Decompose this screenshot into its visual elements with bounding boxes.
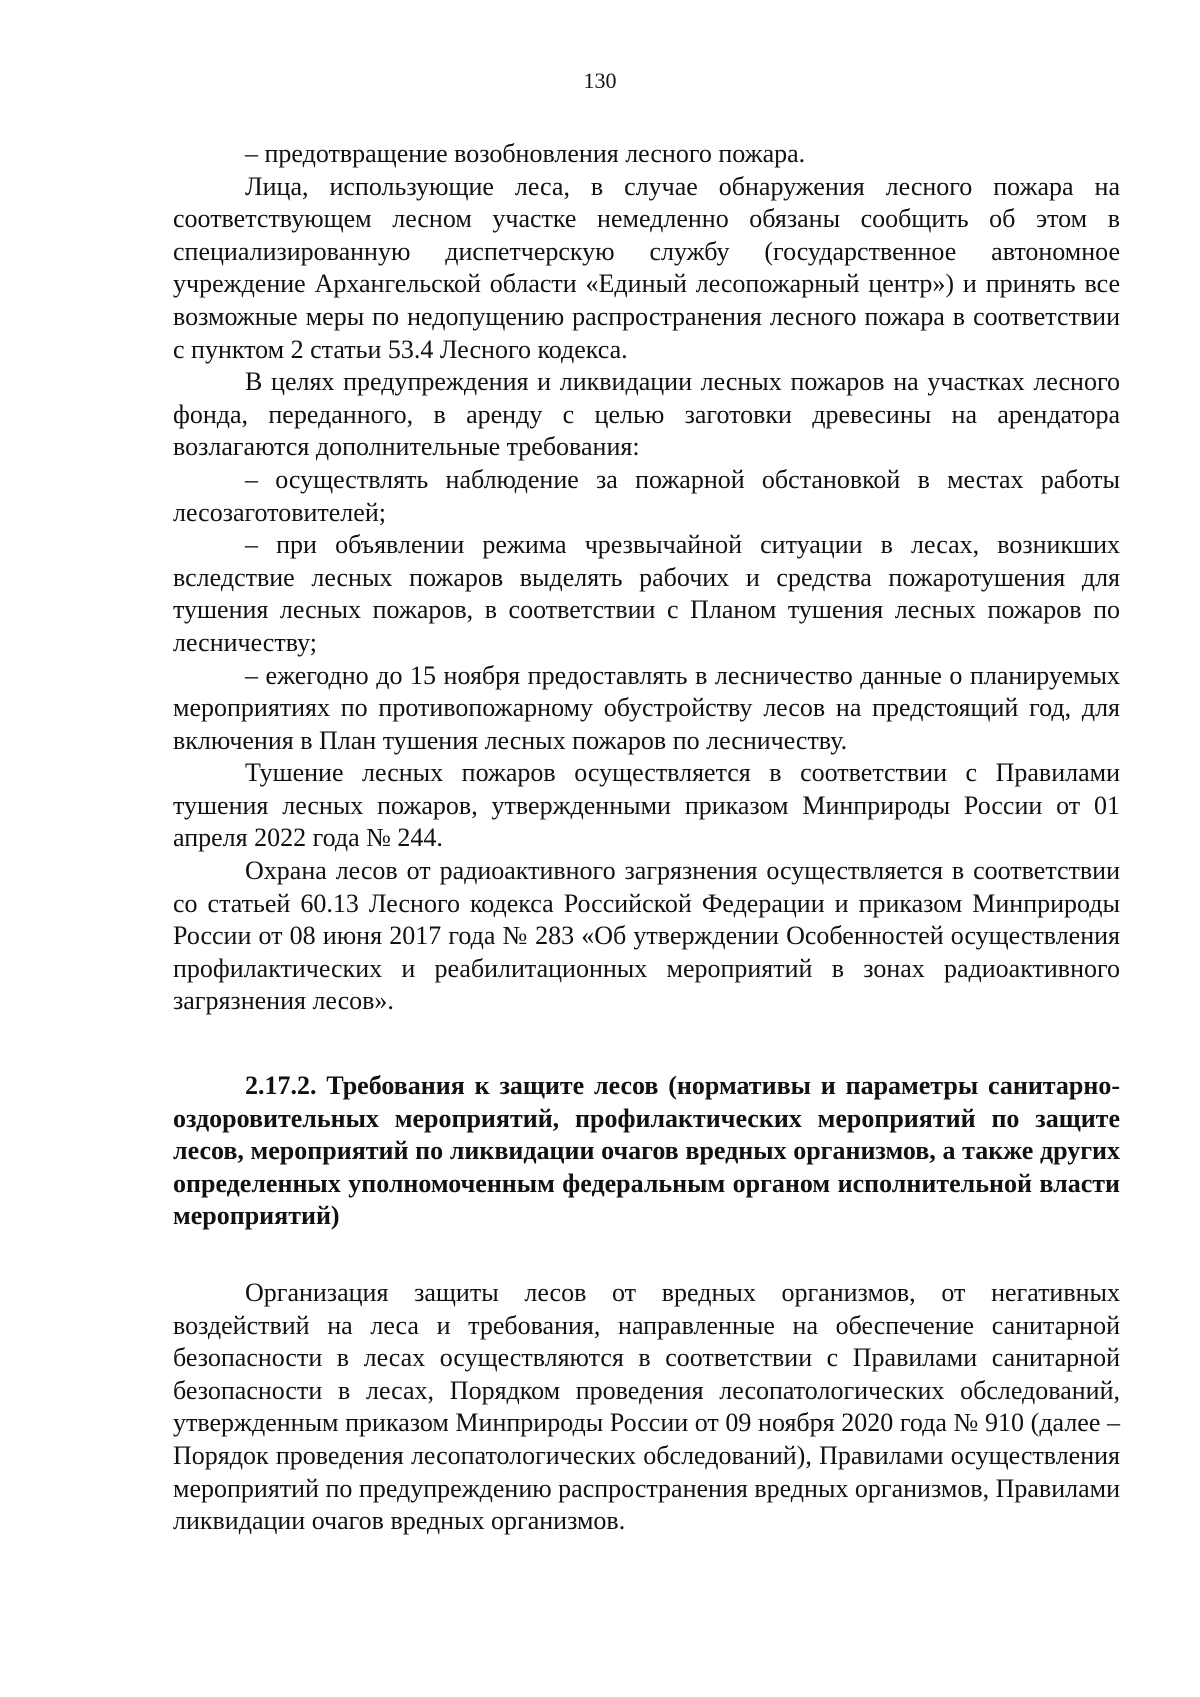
paragraph-pest-protection: Организация защиты лесов от вредных организмов, от негативных воздействий на леса и требования, направленные на обеспечение санитарной безопасности в лесах осуществляются в соответствии с Правилами санитарной безопасности в лесах, Порядком проведения лесопатологических обследований, утвержденным приказом Минприроды России от 09 ноября 2020 года № 910 (далее – Порядок проведения лесопатологических обследований), Правилами осуществления мероприятий по предупреждению распространения вредных организмов, Правилами ликвидации очагов вредных организмов. [173,1278,1120,1536]
document-body [173,138,1120,1538]
paragraph-prevent-renewal: – предотвращение возобновления лесного пожара. [245,139,806,168]
paragraph-extinguishing-rules: Тушение лесных пожаров осуществляется в соответствии с Правилами тушения лесных пожаров, утвержденными приказом Минприроды России от 01 апреля 2022 года № 244. [173,758,1120,853]
paragraph-forest-users-obligation: Лица, использующие леса, в случае обнаружения лесного пожара на соответствующем лесном участке немедленно обязаны сообщить об этом в специализированную диспетчерскую службу (государственное автономное учреждение Архангельской области «Единый лесопожарный центр») и принять все возможные меры по недопущению распространения лесного пожара в соответствии с пунктом 2 статьи 53.4 Лесного кодекса. [173,171,1120,364]
list-item-annual-report: – ежегодно до 15 ноября предоставлять в лесничество данные о планируемых мероприятиях по противопожарному обустройству лесов на предстоящий год, для включения в План тушения лесных пожаров по лесничеству. [173,660,1120,755]
list-item-monitoring: – осуществлять наблюдение за пожарной обстановкой в местах работы лесозаготовителей; [173,464,1120,527]
section-heading-2-17-2: 2.17.2. Требования к защите лесов (нормативы и параметры санитарно-оздоровительных мероприятий, профилактических мероприятий по защите лесов, мероприятий по ликвидации очагов вредных организмов, а также других определенных уполномоченным федеральным органом исполнительной власти мероприятий) [173,1071,1120,1231]
paragraph-tenant-requirements: В целях предупреждения и ликвидации лесных пожаров на участках лесного фонда, переданного, в аренду с целью заготовки древесины на арендатора возлагаются дополнительные требования: [173,367,1120,462]
list-item-emergency-resources: – при объявлении режима чрезвычайной ситуации в лесах, возникших вследствие лесных пожаров выделять рабочих и средства пожаротушения для тушения лесных пожаров, в соответствии с Планом тушения лесных пожаров по лесничеству; [173,530,1120,657]
page-number: 130 [583,68,617,93]
paragraph-radioactive-protection: Охрана лесов от радиоактивного загрязнения осуществляется в соответствии со статьей 60.13 Лесного кодекса Российской Федерации и приказом Минприроды России от 08 июня 2017 года № 283 «Об утверждении Особенностей осуществления профилактических и реабилитационных мероприятий в зонах радиоактивного загрязнения лесов». [173,856,1120,1016]
